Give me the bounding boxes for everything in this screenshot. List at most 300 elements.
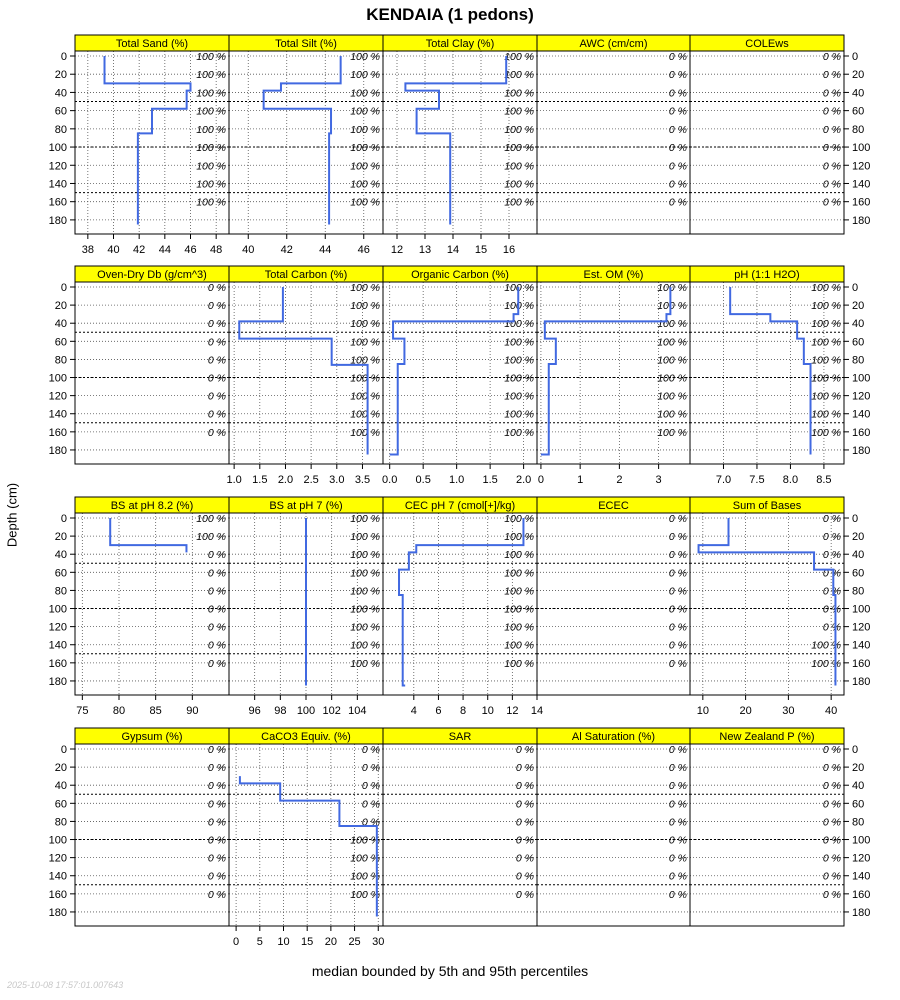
- y-tick-label: 140: [48, 178, 67, 191]
- panel-title: Est. OM (%): [583, 269, 644, 281]
- y-tick-label: 0: [852, 513, 859, 525]
- pct-label: 0 %: [515, 870, 534, 883]
- x-tick-label: 85: [149, 705, 162, 717]
- x-tick-label: 8.5: [816, 474, 832, 486]
- panel-title: Total Clay (%): [425, 38, 495, 50]
- x-tick-label: 40: [825, 705, 838, 717]
- pct-label: 100 %: [811, 657, 841, 670]
- panel-title: COLEws: [745, 38, 789, 50]
- pct-label: 100 %: [350, 160, 380, 173]
- panel-title: Sum of Bases: [732, 500, 802, 512]
- pct-label: 100 %: [196, 513, 226, 525]
- pct-label: 0 %: [822, 160, 841, 173]
- y-tick-label: 120: [48, 621, 67, 634]
- pct-label: 0 %: [668, 178, 687, 191]
- panel-title: CaCO3 Equiv. (%): [261, 731, 351, 743]
- pct-label: 100 %: [350, 196, 380, 209]
- pct-label: 100 %: [657, 354, 687, 367]
- panel-17: [383, 728, 537, 926]
- x-tick-label: 3: [655, 474, 662, 486]
- x-tick-label: 6: [435, 705, 442, 717]
- pct-label: 100 %: [504, 621, 534, 634]
- pct-label: 100 %: [811, 390, 841, 403]
- y-tick-label: 80: [852, 585, 865, 598]
- pct-label: 0 %: [207, 603, 226, 616]
- x-tick-label: 1.0: [449, 474, 465, 486]
- panel-title: BS at pH 7 (%): [269, 500, 343, 512]
- pct-label: 0 %: [668, 621, 687, 634]
- pct-label: 0 %: [822, 567, 841, 580]
- y-tick-label: 180: [852, 906, 871, 919]
- pct-label: 0 %: [668, 798, 687, 811]
- pct-label: 0 %: [822, 798, 841, 811]
- x-tick-label: 2.5: [303, 474, 319, 486]
- panel-border: [537, 744, 690, 926]
- x-tick-label: 7.0: [715, 474, 732, 486]
- x-tick-label: 1.0: [226, 474, 242, 486]
- x-tick-label: 10: [481, 705, 494, 717]
- pct-label: 100 %: [657, 426, 687, 439]
- pct-label: 100 %: [504, 531, 534, 544]
- pct-label: 0 %: [668, 816, 687, 829]
- pct-label: 0 %: [207, 426, 226, 439]
- y-tick-label: 120: [48, 390, 67, 403]
- x-tick-label: 42: [280, 244, 293, 256]
- pct-label: 0 %: [668, 51, 687, 63]
- y-tick-label: 20: [852, 69, 865, 82]
- pct-label: 100 %: [504, 178, 534, 191]
- panel-title: New Zealand P (%): [719, 731, 815, 743]
- pct-label: 100 %: [196, 178, 226, 191]
- pct-label: 100 %: [196, 142, 226, 155]
- y-tick-label: 80: [852, 123, 865, 136]
- x-tick-label: 25: [348, 936, 361, 948]
- pct-label: 0 %: [361, 816, 380, 829]
- timestamp: 2025-10-08 17:57:01.007643: [7, 980, 124, 990]
- pct-label: 0 %: [207, 888, 226, 901]
- pct-label: 100 %: [350, 300, 380, 313]
- y-tick-label: 60: [54, 336, 67, 349]
- y-tick-label: 0: [852, 744, 859, 756]
- pct-label: 0 %: [668, 852, 687, 865]
- pct-label: 100 %: [196, 69, 226, 82]
- pct-label: 0 %: [668, 657, 687, 670]
- x-axis-caption: median bounded by 5th and 95th percentiles: [311, 963, 589, 979]
- pct-label: 100 %: [196, 123, 226, 136]
- x-tick-label: 46: [357, 244, 370, 256]
- y-tick-label: 40: [54, 780, 67, 793]
- y-tick-label: 20: [852, 300, 865, 313]
- pct-label: 100 %: [350, 178, 380, 191]
- y-tick-label: 0: [60, 513, 67, 525]
- pct-label: 0 %: [822, 87, 841, 100]
- pct-label: 0 %: [515, 888, 534, 901]
- pct-label: 100 %: [350, 888, 380, 901]
- y-tick-label: 120: [852, 621, 871, 634]
- x-tick-label: 75: [76, 705, 89, 717]
- pct-label: 100 %: [504, 513, 534, 525]
- pct-label: 0 %: [668, 603, 687, 616]
- pct-label: 100 %: [657, 390, 687, 403]
- y-tick-label: 120: [852, 852, 871, 865]
- y-tick-label: 20: [54, 762, 67, 775]
- pct-label: 0 %: [207, 567, 226, 580]
- pct-label: 0 %: [822, 762, 841, 775]
- y-tick-label: 180: [852, 675, 871, 688]
- pct-label: 0 %: [207, 300, 226, 313]
- pct-label: 100 %: [196, 87, 226, 100]
- panel-18: [537, 728, 690, 926]
- panel-9: [690, 266, 870, 486]
- y-tick-label: 60: [54, 798, 67, 811]
- x-tick-label: 0: [233, 936, 240, 948]
- pct-label: 0 %: [207, 585, 226, 598]
- pct-label: 100 %: [657, 282, 687, 294]
- pct-label: 0 %: [668, 567, 687, 580]
- x-tick-label: 1.5: [252, 474, 268, 486]
- pct-label: 0 %: [822, 142, 841, 155]
- pct-label: 100 %: [196, 105, 226, 118]
- x-tick-label: 2: [616, 474, 623, 486]
- x-tick-label: 5: [256, 936, 263, 948]
- page-title: KENDAIA (1 pedons): [366, 5, 534, 24]
- panel-border: [537, 51, 690, 234]
- y-tick-label: 180: [48, 906, 67, 919]
- pct-label: 0 %: [515, 744, 534, 756]
- panel-title: AWC (cm/cm): [579, 38, 648, 50]
- panel-10: [49, 497, 229, 717]
- pct-label: 0 %: [822, 834, 841, 847]
- x-tick-label: 46: [184, 244, 197, 256]
- pct-label: 0 %: [668, 639, 687, 652]
- y-tick-label: 120: [852, 390, 871, 403]
- panel-border: [537, 513, 690, 695]
- y-tick-label: 0: [852, 51, 859, 63]
- pct-label: 100 %: [350, 282, 380, 294]
- pct-label: 0 %: [207, 639, 226, 652]
- y-tick-label: 120: [852, 160, 871, 173]
- pct-label: 100 %: [350, 426, 380, 439]
- series-line: [110, 518, 186, 552]
- pct-label: 0 %: [822, 780, 841, 793]
- panel-title: Al Saturation (%): [571, 731, 656, 743]
- pct-label: 100 %: [811, 318, 841, 331]
- pct-label: 100 %: [504, 282, 534, 294]
- x-tick-label: 3.0: [329, 474, 345, 486]
- x-tick-label: 90: [186, 705, 199, 717]
- panel-15: [49, 728, 229, 926]
- y-tick-label: 180: [48, 214, 67, 227]
- y-tick-label: 20: [54, 531, 67, 544]
- y-tick-label: 80: [54, 585, 67, 598]
- pct-label: 100 %: [504, 69, 534, 82]
- pct-label: 0 %: [207, 390, 226, 403]
- pct-label: 0 %: [207, 780, 226, 793]
- x-tick-label: 14: [446, 244, 460, 256]
- panel-border: [383, 744, 537, 926]
- y-tick-label: 160: [852, 426, 871, 439]
- pct-label: 100 %: [504, 603, 534, 616]
- y-tick-label: 180: [48, 675, 67, 688]
- pct-label: 0 %: [207, 852, 226, 865]
- pct-label: 0 %: [822, 888, 841, 901]
- panel-7: [382, 266, 537, 486]
- x-tick-label: 4: [410, 705, 417, 717]
- panel-title: ECEC: [598, 500, 629, 512]
- y-tick-label: 180: [852, 444, 871, 457]
- pct-label: 0 %: [207, 870, 226, 883]
- y-tick-label: 100: [48, 372, 67, 385]
- y-tick-label: 0: [60, 744, 67, 756]
- x-tick-label: 16: [502, 244, 516, 256]
- pct-label: 0 %: [822, 603, 841, 616]
- y-tick-label: 100: [48, 603, 67, 616]
- pct-label: 100 %: [350, 69, 380, 82]
- y-axis-label: Depth (cm): [4, 482, 20, 548]
- y-tick-label: 40: [54, 318, 67, 331]
- y-tick-label: 20: [852, 531, 865, 544]
- series-line: [541, 287, 670, 454]
- y-tick-label: 20: [54, 300, 67, 313]
- x-tick-label: 104: [348, 705, 367, 717]
- pct-label: 100 %: [504, 549, 534, 562]
- pct-label: 100 %: [504, 567, 534, 580]
- pct-label: 0 %: [668, 870, 687, 883]
- pct-label: 0 %: [207, 762, 226, 775]
- pct-label: 100 %: [350, 87, 380, 100]
- pct-label: 100 %: [350, 603, 380, 616]
- x-tick-label: 44: [158, 244, 171, 256]
- x-tick-label: 0.5: [415, 474, 431, 486]
- pct-label: 0 %: [822, 51, 841, 63]
- pct-label: 100 %: [657, 300, 687, 313]
- panel-title: BS at pH 8.2 (%): [110, 500, 194, 512]
- x-tick-label: 102: [322, 705, 341, 717]
- series-line: [239, 287, 367, 454]
- panel-title: Gypsum (%): [121, 731, 183, 743]
- x-tick-label: 48: [210, 244, 223, 256]
- series-line: [390, 287, 519, 454]
- y-tick-label: 180: [852, 214, 871, 227]
- pct-label: 100 %: [811, 639, 841, 652]
- pct-label: 100 %: [196, 196, 226, 209]
- pct-label: 100 %: [350, 834, 380, 847]
- pct-label: 100 %: [350, 318, 380, 331]
- pct-label: 0 %: [361, 798, 380, 811]
- pct-label: 0 %: [668, 762, 687, 775]
- y-tick-label: 0: [60, 51, 67, 63]
- pct-label: 0 %: [822, 744, 841, 756]
- y-tick-label: 140: [48, 870, 67, 883]
- y-tick-label: 180: [48, 444, 67, 457]
- pct-label: 0 %: [668, 87, 687, 100]
- panel-title: CEC pH 7 (cmol[+]/kg): [404, 500, 516, 512]
- y-tick-label: 140: [48, 408, 67, 421]
- panel-11: [229, 497, 383, 717]
- pct-label: 0 %: [668, 513, 687, 525]
- y-tick-label: 80: [852, 354, 865, 367]
- x-tick-label: 10: [696, 705, 709, 717]
- panel-12: [383, 497, 543, 717]
- pct-label: 0 %: [207, 834, 226, 847]
- pct-label: 0 %: [515, 834, 534, 847]
- y-tick-label: 160: [48, 196, 67, 209]
- x-tick-label: 15: [301, 936, 314, 948]
- pct-label: 0 %: [207, 354, 226, 367]
- pct-label: 100 %: [350, 123, 380, 136]
- pct-label: 0 %: [668, 142, 687, 155]
- x-tick-label: 2.0: [515, 474, 532, 486]
- pct-label: 0 %: [822, 196, 841, 209]
- panel-6: [226, 266, 383, 486]
- x-tick-label: 30: [372, 936, 385, 948]
- panel-16: [229, 728, 384, 948]
- pct-label: 100 %: [350, 408, 380, 421]
- y-tick-label: 40: [852, 549, 865, 562]
- pct-label: 100 %: [196, 51, 226, 63]
- x-tick-label: 3.5: [354, 474, 371, 486]
- x-tick-label: 100: [296, 705, 316, 717]
- panel-title: Total Carbon (%): [264, 269, 348, 281]
- pct-label: 0 %: [668, 888, 687, 901]
- pct-label: 0 %: [668, 585, 687, 598]
- y-tick-label: 40: [852, 780, 865, 793]
- pct-label: 0 %: [515, 780, 534, 793]
- pct-label: 0 %: [822, 69, 841, 82]
- panel-title: pH (1:1 H2O): [734, 269, 800, 281]
- pct-label: 100 %: [350, 105, 380, 118]
- x-tick-label: 98: [274, 705, 287, 717]
- pct-label: 100 %: [350, 390, 380, 403]
- x-tick-label: 13: [418, 244, 432, 256]
- pct-label: 100 %: [350, 639, 380, 652]
- y-tick-label: 100: [852, 142, 871, 155]
- pct-label: 100 %: [811, 354, 841, 367]
- y-tick-label: 20: [852, 762, 865, 775]
- pct-label: 100 %: [811, 282, 841, 294]
- y-tick-label: 140: [852, 408, 871, 421]
- pct-label: 0 %: [207, 336, 226, 349]
- pct-label: 100 %: [504, 390, 534, 403]
- y-tick-label: 40: [54, 549, 67, 562]
- y-tick-label: 80: [54, 816, 67, 829]
- pct-label: 0 %: [207, 621, 226, 634]
- x-tick-label: 12: [506, 705, 519, 717]
- y-tick-label: 120: [48, 852, 67, 865]
- y-tick-label: 0: [60, 282, 67, 294]
- pct-label: 100 %: [350, 549, 380, 562]
- y-tick-label: 160: [48, 426, 67, 439]
- pct-label: 100 %: [504, 196, 534, 209]
- x-tick-label: 20: [324, 936, 338, 948]
- y-tick-label: 60: [852, 567, 865, 580]
- y-tick-label: 80: [54, 354, 67, 367]
- pct-label: 100 %: [350, 354, 380, 367]
- pct-label: 0 %: [668, 69, 687, 82]
- y-tick-label: 160: [852, 196, 871, 209]
- y-tick-label: 160: [852, 657, 871, 670]
- pct-label: 100 %: [657, 408, 687, 421]
- pct-label: 100 %: [504, 639, 534, 652]
- panel-title: Total Silt (%): [275, 38, 337, 50]
- y-tick-label: 40: [852, 318, 865, 331]
- pct-label: 100 %: [196, 531, 226, 544]
- pct-label: 100 %: [811, 426, 841, 439]
- pct-label: 0 %: [668, 780, 687, 793]
- pct-label: 100 %: [350, 621, 380, 634]
- pct-label: 0 %: [207, 744, 226, 756]
- y-tick-label: 160: [48, 888, 67, 901]
- y-tick-label: 80: [852, 816, 865, 829]
- series-line: [405, 56, 506, 224]
- pct-label: 0 %: [515, 798, 534, 811]
- pct-label: 100 %: [657, 336, 687, 349]
- pct-label: 0 %: [822, 105, 841, 118]
- pct-label: 0 %: [668, 531, 687, 544]
- pct-label: 100 %: [504, 318, 534, 331]
- y-tick-label: 60: [54, 105, 67, 118]
- pct-label: 100 %: [811, 336, 841, 349]
- pct-label: 0 %: [515, 816, 534, 829]
- x-tick-label: 2.0: [277, 474, 294, 486]
- panel-14: [690, 497, 870, 717]
- pct-label: 100 %: [504, 426, 534, 439]
- pct-label: 100 %: [504, 372, 534, 385]
- pct-label: 100 %: [504, 105, 534, 118]
- x-tick-label: 8.0: [782, 474, 799, 486]
- pct-label: 0 %: [822, 621, 841, 634]
- y-tick-label: 120: [48, 160, 67, 173]
- panel-border: [75, 744, 229, 926]
- pct-label: 0 %: [361, 744, 380, 756]
- y-tick-label: 0: [852, 282, 859, 294]
- pct-label: 0 %: [361, 780, 380, 793]
- pct-label: 0 %: [207, 798, 226, 811]
- pct-label: 0 %: [668, 834, 687, 847]
- pct-label: 100 %: [350, 657, 380, 670]
- panel-border: [690, 744, 844, 926]
- pct-label: 100 %: [811, 408, 841, 421]
- x-tick-label: 44: [319, 244, 332, 256]
- y-tick-label: 140: [852, 639, 871, 652]
- panel-title: Total Sand (%): [115, 38, 189, 50]
- x-tick-label: 42: [133, 244, 146, 256]
- pct-label: 100 %: [350, 870, 380, 883]
- series-line: [105, 56, 191, 224]
- pct-label: 0 %: [668, 105, 687, 118]
- pct-label: 100 %: [504, 87, 534, 100]
- panel-border: [690, 51, 844, 234]
- series-line: [730, 287, 810, 454]
- x-tick-label: 1: [577, 474, 584, 486]
- pct-label: 0 %: [668, 196, 687, 209]
- y-tick-label: 140: [48, 639, 67, 652]
- pct-label: 0 %: [822, 816, 841, 829]
- pct-label: 100 %: [657, 318, 687, 331]
- panel-0: [49, 35, 229, 256]
- panel-title: Organic Carbon (%): [411, 269, 509, 281]
- pct-label: 100 %: [504, 354, 534, 367]
- panel-1: [229, 35, 383, 256]
- y-tick-label: 40: [852, 87, 865, 100]
- pct-label: 0 %: [822, 513, 841, 525]
- panel-3: [537, 35, 690, 234]
- pct-label: 0 %: [822, 178, 841, 191]
- y-tick-label: 140: [852, 178, 871, 191]
- x-tick-label: 40: [107, 244, 120, 256]
- pct-label: 0 %: [515, 762, 534, 775]
- pct-label: 100 %: [504, 160, 534, 173]
